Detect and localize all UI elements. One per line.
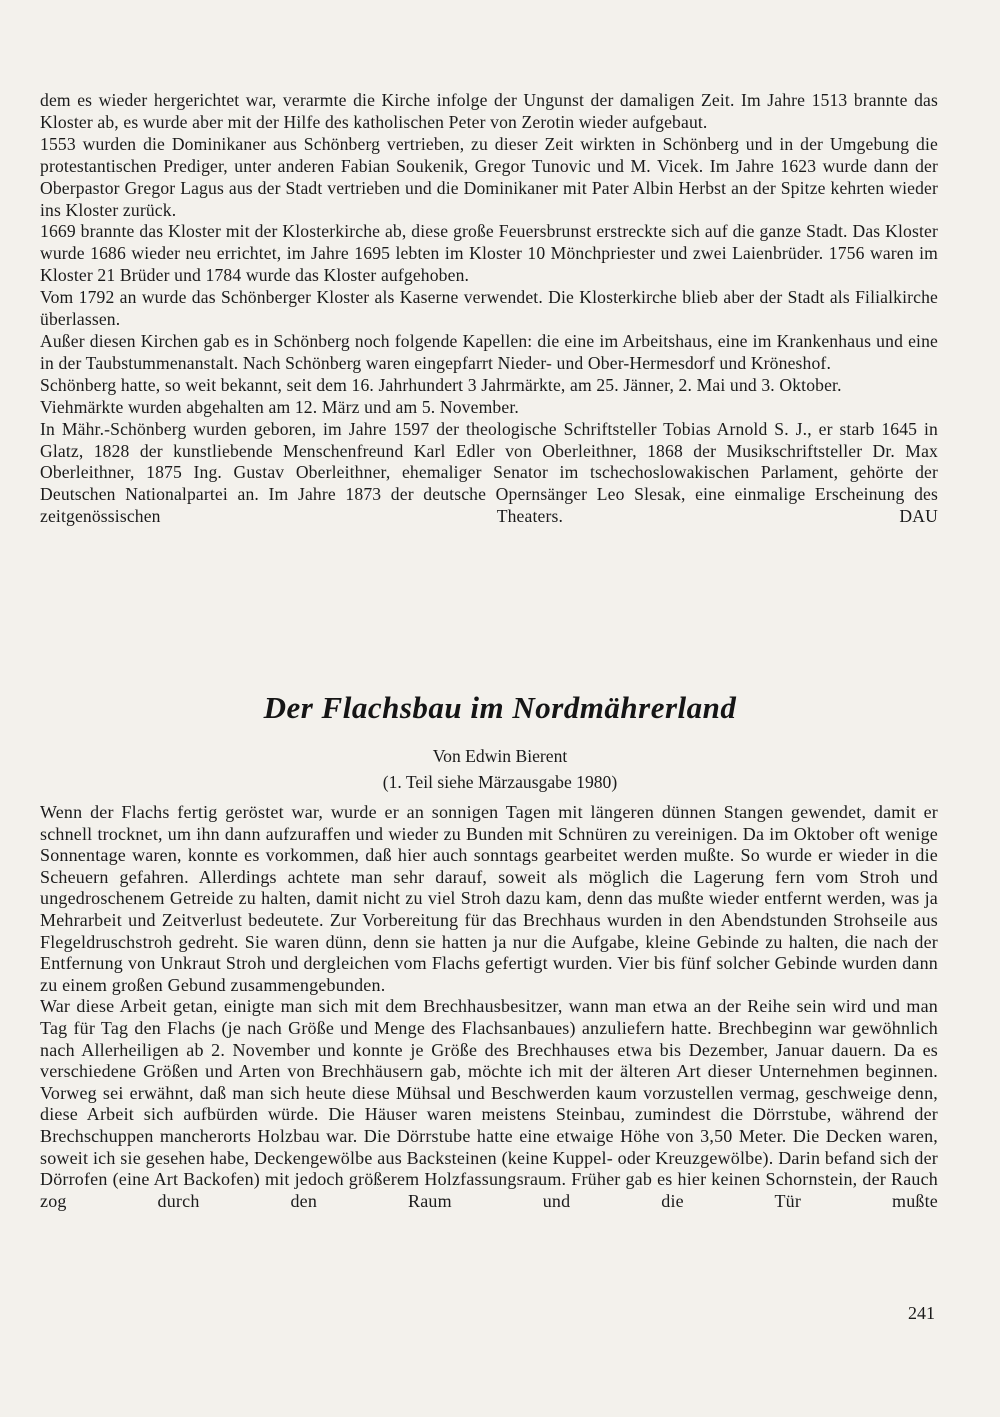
paragraph: Wenn der Flachs fertig geröstet war, wurde er an sonnigen Tagen mit längeren dünnen Stangen gewendet, damit er schnell trocknet, um ihn dann aufzuraffen und wieder zu Bunden mit Schnüren zu vereinigen. Da im Oktober oft wenige Sonnentage waren, konnte es vorkommen, daß hier auch sonntags gearbeitet werden mußte. So wurde er wieder in die Scheuern gefahren. Allerdings achtete man sehr darauf, soweit als möglich die Lagerung fern vom Stroh und ungedroschenem Getreide zu halten, damit nicht zu viel Stroh dazu kam, denn das mußte wieder entfernt werden, was ja Mehrarbeit und Zeitverlust bedeutete. Zur Vorbereitung für das Brechhaus wurden in den Abendstunden Strohseile aus Flegeldruschstroh gedreht. Sie waren dünn, denn sie hatten ja nur die Aufgabe, kleine Gebinde zu halten, die nach der Entfernung von Unkraut Stroh und dergleichen vom Flachs gefertigt wurden. Vier bis fünf solcher Gebinde wurden dann zu einem großen Gebund zusammengebunden. <box>40 802 938 995</box>
article-note: (1. Teil siehe Märzausgabe 1980) <box>382 772 618 792</box>
paragraph: 1669 brannte das Kloster mit der Klosterkirche ab, diese große Feuersbrunst erstreckte sich auf die ganze Stadt. Das Kloster wurde 1686 wieder neu errichtet, im Jahre 1695 lebten im Kloster 10 Mönchpriester und zwei Laienbrüder. 1756 waren im Kloster 21 Brüder und 1784 wurde das Kloster aufgehoben. <box>40 221 938 286</box>
paragraph: dem es wieder hergerichtet war, verarmte die Kirche infolge der Ungunst der damaligen Zeit. Im Jahre 1513 brannte das Kloster ab, es wurde aber mit der Hilfe des katholischen Peter von Zerotin wieder aufgebaut. <box>40 90 938 132</box>
paragraph-with-signature <box>40 419 938 529</box>
paragraph: Vom 1792 an wurde das Schönberger Kloster als Kaserne verwendet. Die Klosterkirche blieb aber der Stadt als Filialkirche überlassen. <box>40 287 938 330</box>
top-section <box>40 90 938 528</box>
article-byline: Von Edwin Bierent <box>432 746 568 766</box>
paragraph: Außer diesen Kirchen gab es in Schönberg noch folgende Kapellen: die eine im Arbeitshaus, eine im Krankenhaus und eine in der Taubstummenanstalt. Nach Schönberg waren eingepfarrt Nieder- und Ober-Hermesdorf und Kröneshof. <box>40 330 938 373</box>
paragraph-text: In Mähr.-Schönberg wurden geboren, im Jahre 1597 der theologische Schriftsteller Tobias Arnold S. J., er starb 1645 in Glatz, 1828 der kunstliebende Menschenfreund Karl Edler von Oberleithner, 1868 der Musikschriftsteller Dr. Max Oberleithner, 1875 Ing. Gustav Oberleithner, ehemaliger Senator im tschechoslowakischen Parlament, gehörte der Deutschen Nationalpartei an. Im Jahre 1873 der deutsche Opernsänger Leo Slesak, eine einmalige Erscheinung des zeitgenössischen Theaters. <box>40 418 938 527</box>
paragraph: 1553 wurden die Dominikaner aus Schönberg vertrieben, zu dieser Zeit wirkten in Schönberg und in der Umgebung die protestantischen Prediger, unter anderen Fabian Soukenik, Gregor Tunovic und M. Vicek. Im Jahre 1623 wurde dann der Oberpastor Gregor Lagus aus der Stadt vertrieben und die Dominikaner mit Pater Albin Herbst an der Spitze kehrten wieder ins Kloster zurück. <box>40 133 938 220</box>
paragraph: War diese Arbeit getan, einigte man sich mit dem Brechhausbesitzer, wann man etwa an der Reihe sein wird und man Tag für Tag den Flachs (je nach Größe und Menge des Flachsanbaues) anzuliefern hatte. Brechbeginn war gewöhnlich nach Allerheiligen ab 2. November und konnte je Größe des Brechhauses etwa bis Dezember, Januar dauern. Da es verschiedene Größen und Arten von Brechhäusern gab, möchte ich mit der älteren Art dieser Unternehmen beginnen. Vorweg sei erwähnt, daß man sich heute diese Mühsal und Beschwerden kaum vorzustellen vermag, geschweige denn, diese Arbeit sich aufbürden würde. Die Häuser waren meistens Steinbau, zumindest die Dörrstube, während der Brechschuppen mancherorts Holzbau war. Die Dörrstube hatte eine etwaige Höhe von 3,50 Meter. Die Decken waren, soweit ich sie gesehen habe, Deckengewölbe aus Backsteinen (keine Kuppel- oder Kreuzgewölbe). Darin befand sich der Dörrofen (eine Art Backofen) mit jedoch größerem Holzfassungsraum. Früher gab es hier keinen Schornstein, der Rauch zog durch den Raum und die Tür mußte <box>40 996 938 1211</box>
article-title: Der Flachsbau im Nordmährerland <box>263 690 737 725</box>
page-number: 241 <box>908 1303 935 1323</box>
paragraph: Schönberg hatte, so weit bekannt, seit dem 16. Jahrhundert 3 Jahrmärkte, am 25. Jänner, 2. Mai und 3. Oktober. <box>40 374 842 395</box>
author-signature: DAU <box>899 506 938 527</box>
article-body <box>40 802 938 1212</box>
paragraph: Viehmärkte wurden abgehalten am 12. März und am 5. November. <box>40 396 519 417</box>
